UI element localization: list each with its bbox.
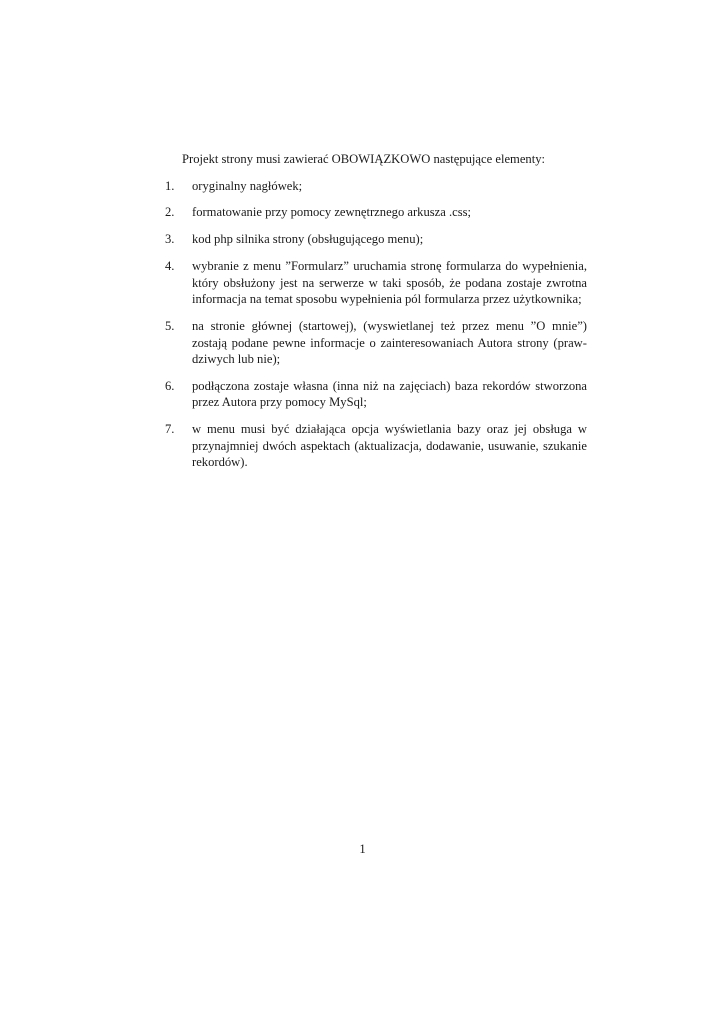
requirements-list	[165, 178, 587, 471]
list-item-number: 6.	[165, 378, 175, 393]
list-item-text: kod php silnika strony (obsługującego menu);	[192, 232, 424, 247]
list-item-number: 2.	[165, 205, 175, 220]
list-item-text: podłączona zostaje własna (inna niż na zajęciach) baza rekordów stworzona przez Autora przy pomocy MySql;	[192, 378, 587, 410]
list-item	[165, 178, 587, 195]
list-item	[165, 231, 587, 248]
list-item	[165, 421, 587, 471]
list-item	[165, 258, 587, 308]
list-item-number: 7.	[165, 422, 175, 437]
list-item-number: 3.	[165, 232, 175, 247]
list-item	[165, 204, 587, 221]
document-body	[165, 151, 587, 481]
list-item-text: na stronie głównej (startowej), (wyswietlanej też przez menu ”O mnie”) zostają podane pewne informacje o zainteresowaniach Autora strony (prawdziwych lub nie);	[192, 318, 587, 367]
list-item-text: oryginalny nagłówek;	[192, 178, 303, 193]
list-item-text: w menu musi być działająca opcja wyświetlania bazy oraz jej obsługa w przynajmniej dwóch aspektach (aktualizacja, dodawanie, usuwanie, szukanie rekordów).	[192, 422, 587, 470]
intro-paragraph: Projekt strony musi zawierać OBOWIĄZKOWO następujące elementy:	[182, 152, 546, 166]
list-item	[165, 318, 587, 368]
list-item-text: wybranie z menu ”Formularz” uruchamia stronę formularza do wypełnienia, który obsłużony jest na serwerze w taki sposób, że podana zostaje zwrotna informacja na temat sposobu wypełnienia pól formularza przez użytkownika;	[192, 258, 587, 307]
list-item	[165, 378, 587, 411]
page-number: 1	[359, 842, 366, 856]
list-item-number: 4.	[165, 258, 175, 273]
list-item-number: 1.	[165, 178, 175, 193]
list-item-number: 5.	[165, 318, 175, 333]
list-item-text: formatowanie przy pomocy zewnętrznego arkusza .css;	[192, 205, 472, 220]
